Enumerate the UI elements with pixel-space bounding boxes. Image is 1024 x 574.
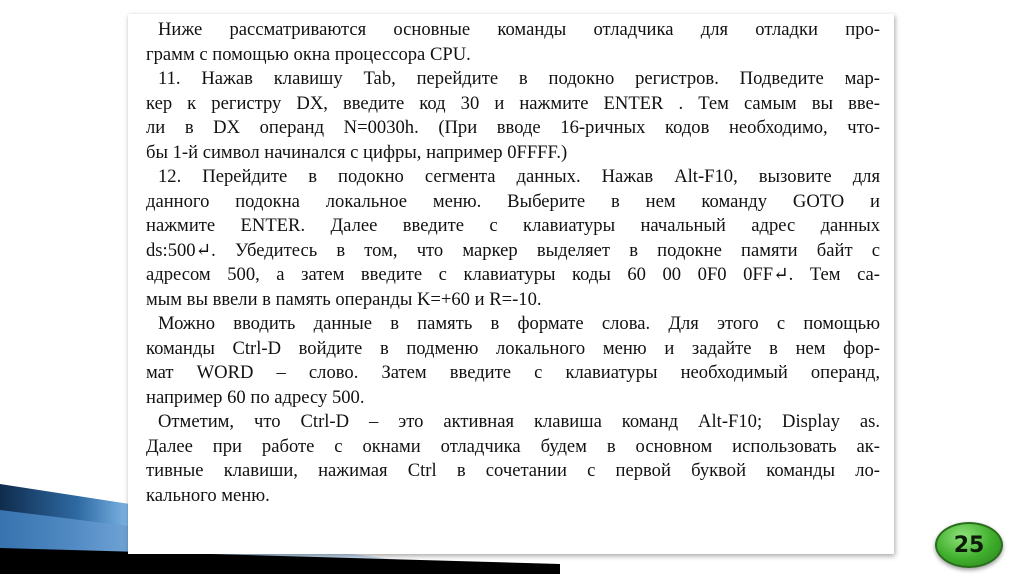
text-content-box <box>128 14 894 554</box>
text-line: кального меню. <box>146 484 270 506</box>
text-line: грамм с помощью окна процессора CPU. <box>146 43 471 65</box>
text-line: Далее при работе с окнами отладчика будем в основном использовать ак- <box>146 435 880 457</box>
text-line: 12. Перейдите в подокно сегмента данных. Нажав Alt-F10, вызовите для <box>158 166 880 187</box>
text-line: команды Ctrl-D войдите в подменю локального меню и задайте в нем фор- <box>146 337 880 359</box>
text-line: тивные клавиши, нажимая Ctrl в сочетании с первой буквой команды ло- <box>146 460 880 481</box>
text-line: кер к регистру DX, введите код 30 и нажмите ENTER . Тем самым вы вве- <box>146 92 880 114</box>
text-line: данного подокна локальное меню. Выберите в нем команду GOTO и <box>146 190 880 212</box>
text-line: 11. Нажав клавишу Tab, перейдите в подокно регистров. Подведите мар- <box>158 68 880 89</box>
text-line: мат WORD – слово. Затем введите с клавиатуры необходимый операнд, <box>146 362 880 383</box>
page-number: 25 <box>953 532 985 558</box>
page-number-badge <box>935 522 1003 568</box>
text-line: Отметим, что Ctrl-D – это активная клавиша команд Alt-F10; Display as. <box>158 411 880 432</box>
text-line: нажмите ENTER. Далее введите с клавиатуры начальный адрес данных <box>146 215 880 236</box>
text-line: адресом 500, а затем введите с клавиатуры коды 60 00 0F0 0FF↵. Тем са- <box>146 264 880 285</box>
text-line: например 60 по адресу 500. <box>146 386 365 408</box>
text-line: мым вы ввели в память операнды K=+60 и R=-10. <box>146 288 542 310</box>
text-line: бы 1-й символ начинался с цифры, например 0FFFF.) <box>146 141 568 163</box>
text-line: Можно вводить данные в память в формате слова. Для этого с помощью <box>158 313 880 334</box>
text-line: ds:500↵. Убедитесь в том, что маркер выделяет в подокне памяти байт с <box>146 239 880 261</box>
text-line: Ниже рассматриваются основные команды отладчика для отладки про- <box>158 19 880 40</box>
text-line: ли в DX операнд N=0030h. (При вводе 16-ричных кодов необходимо, что- <box>146 117 880 138</box>
